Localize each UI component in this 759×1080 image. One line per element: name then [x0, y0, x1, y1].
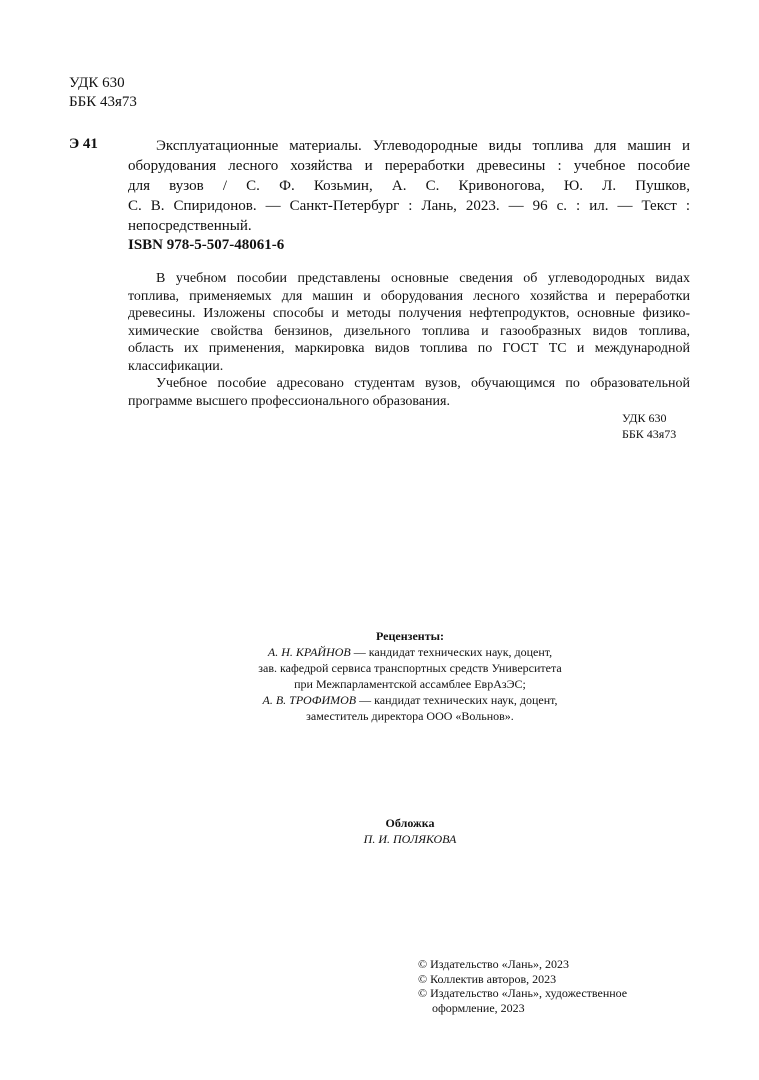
cover-heading: Обложка [385, 816, 435, 830]
reviewer-1-title: — кандидат технических наук, доцент, [350, 645, 553, 659]
biblio-line: Эксплуатационные материалы. Углеводородные виды топлива для машин и [156, 138, 690, 154]
abstract-line: область их применения, маркировка видов топлива по ГОСТ ТС и международной [128, 341, 690, 356]
reviewer-2-name: А. В. ТРОФИМОВ [262, 693, 357, 707]
abstract-line: топлива, применяемых для машин и оборудования лесного хозяйства и переработки [128, 288, 690, 304]
copyright-line: © Издательство «Лань», 2023 [418, 957, 569, 971]
copyright-line: © Издательство «Лань», художественное [418, 986, 628, 1000]
biblio-line: для вузов / С. Ф. Козьмин, А. С. Кривоногова, Ю. Л. Пушков, [128, 178, 690, 194]
reviewer-1-affiliation: при Межпарламентской ассамблее ЕврАзЭС; [294, 677, 526, 691]
reviewer-1-position: зав. кафедрой сервиса транспортных средств Университета [258, 661, 562, 675]
bibliographic-description [128, 136, 690, 236]
abstract-line: Учебное пособие адресовано студентам вузов, обучающимся по образовательной [156, 376, 690, 391]
abstract-line: химические свойства бензинов, дизельного топлива и газообразных видов топлива, [128, 323, 690, 339]
abstract [128, 270, 690, 410]
abstract-line: программе высшего профессионального образования. [128, 393, 450, 409]
reviewer-1-name: А. Н. КРАЙНОВ [267, 645, 351, 659]
copyright-block [418, 957, 627, 1015]
reviewer-2 [200, 692, 620, 708]
reviewer-2-position: заместитель директора ООО «Вольнов». [306, 709, 514, 723]
copyright-line: оформление, 2023 [432, 1000, 525, 1015]
bbk-code: ББК 43я73 [69, 94, 137, 110]
reviewer-2-title: — кандидат технических наук, доцент, [356, 693, 558, 707]
abstract-line: древесины. Изложены способы и методы получения нефтепродуктов, основные физико- [128, 306, 690, 321]
cover-designer: П. И. ПОЛЯКОВА [363, 832, 457, 846]
abstract-line: В учебном пособии представлены основные сведения об углеводородных видах [156, 271, 690, 286]
isbn: ISBN 978-5-507-48061-6 [128, 237, 285, 253]
cover-credit [300, 815, 520, 847]
biblio-line: непосредственный. [128, 218, 252, 234]
classification-header [69, 74, 137, 112]
abstract-line: классификации. [128, 358, 224, 374]
reviewers-block [200, 628, 620, 724]
reviewer-1 [200, 644, 620, 660]
biblio-line: С. В. Спиридонов. — Санкт-Петербург : Лань, 2023. — 96 с. : ил. — Текст : [128, 198, 690, 214]
copyright-line: © Коллектив авторов, 2023 [418, 971, 557, 986]
classification-footer [622, 410, 676, 442]
udk-code: УДК 630 [622, 411, 667, 425]
bbk-code: ББК 43я73 [622, 427, 677, 441]
biblio-line: оборудования лесного хозяйства и переработки древесины : учебное пособие [128, 158, 690, 174]
udk-code: УДК 630 [69, 75, 125, 91]
author-mark: Э 41 [69, 136, 98, 152]
reviewers-heading: Рецензенты: [376, 629, 444, 643]
